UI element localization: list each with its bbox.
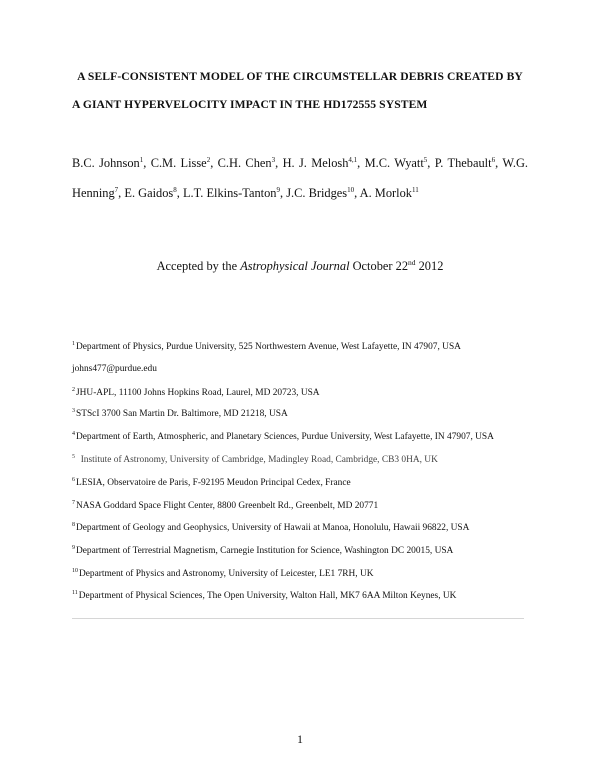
footnote-divider: [72, 618, 524, 619]
author-separator: ,: [275, 156, 283, 170]
affiliation-item: [72, 478, 351, 488]
affiliation-mark: 11: [72, 589, 78, 596]
author-affiliation-mark: 9: [276, 185, 280, 194]
affiliation-item: [72, 364, 157, 374]
affiliation-item: [72, 569, 374, 579]
affiliation-text: Department of Terrestrial Magnetism, Carnegie Institution for Science, Washington DC 20015, USA: [76, 546, 454, 556]
author-name: P. Thebault: [434, 156, 492, 170]
affiliation-text: Department of Physical Sciences, The Open University, Walton Hall, MK7 6AA Milton Keynes, UK: [78, 591, 457, 601]
acceptance-note: [0, 259, 600, 274]
affiliation-item: [72, 591, 456, 601]
author-name: J.C. Bridges: [286, 186, 348, 200]
affiliation-mark: 4: [72, 430, 75, 437]
affiliation-mark: 7: [72, 499, 75, 506]
author-affiliation-mark: 2: [206, 155, 211, 164]
affiliation-mark: 1: [72, 340, 75, 347]
author-name: C.H. Chen: [217, 156, 272, 170]
affiliation-text: Department of Geology and Geophysics, University of Hawaii at Manoa, Honolulu, Hawaii 96822, USA: [76, 523, 470, 533]
author-separator: ,: [280, 186, 287, 200]
author-name: E. Gaidos: [124, 186, 174, 200]
author-affiliation-mark: 4,1: [348, 155, 358, 164]
affiliation-item: [72, 388, 320, 398]
paper-title-line-2: A GIANT HYPERVELOCITY IMPACT IN THE HD172555 SYSTEM: [72, 98, 428, 111]
author-name: A. Morlok: [359, 186, 412, 200]
author-affiliation-mark: 3: [271, 155, 276, 164]
journal-name: Astrophysical Journal: [240, 259, 350, 273]
affiliation-text: LESIA, Observatoire de Paris, F-92195 Meudon Principal Cedex, France: [76, 478, 351, 488]
affiliation-item: [72, 501, 378, 511]
author-name: B.C. Johnson: [72, 156, 140, 170]
author-separator: ,: [143, 156, 151, 170]
author-affiliation-mark: 1: [139, 155, 144, 164]
author-name: W.G. Henning: [72, 156, 529, 200]
affiliation-mark: 10: [72, 567, 78, 574]
affiliation-mark: 6: [72, 476, 75, 483]
accepted-year: 2012: [415, 259, 444, 273]
author-separator: ,: [354, 186, 360, 200]
author-list: [72, 148, 528, 208]
affiliation-mark: 5: [72, 453, 75, 460]
affiliation-text: JHU-APL, 11100 Johns Hopkins Road, Laurel, MD 20723, USA: [76, 388, 320, 398]
author-separator: ,: [495, 156, 503, 170]
affiliation-item: [72, 523, 469, 533]
accepted-date: October 22: [349, 259, 409, 273]
author-separator: ,: [210, 156, 218, 170]
affiliation-mark: 8: [72, 521, 75, 528]
author-affiliation-mark: 6: [491, 155, 496, 164]
affiliation-mark: 2: [72, 386, 75, 393]
affiliation-item: [72, 455, 438, 465]
affiliation-text: STScI 3700 San Martin Dr. Baltimore, MD 21218, USA: [76, 409, 288, 419]
author-affiliation-mark: 8: [173, 185, 177, 194]
author-name: H. J. Melosh: [282, 156, 349, 170]
affiliation-item: [72, 409, 288, 419]
date-ordinal: nd: [408, 257, 416, 267]
author-name: L.T. Elkins-Tanton: [182, 186, 277, 200]
author-separator: ,: [357, 156, 365, 170]
affiliation-text: NASA Goddard Space Flight Center, 8800 Greenbelt Rd., Greenbelt, MD 20771: [76, 501, 379, 511]
affiliation-item: [72, 546, 453, 556]
affiliation-text: Department of Physics and Astronomy, University of Leicester, LE1 7RH, UK: [79, 569, 374, 579]
accepted-prefix: Accepted by the: [156, 259, 241, 273]
author-affiliation-mark: 10: [347, 185, 355, 194]
author-separator: ,: [118, 186, 125, 200]
affiliation-item: [72, 342, 461, 352]
affiliation-mark: 3: [72, 407, 75, 414]
author-affiliation-mark: 11: [411, 185, 419, 194]
author-affiliation-mark: 5: [423, 155, 428, 164]
affiliation-mark: 9: [72, 544, 75, 551]
affiliation-item: [72, 432, 494, 442]
page-number: 1: [297, 732, 303, 746]
author-name: M.C. Wyatt: [364, 156, 424, 170]
affiliation-text: Department of Earth, Atmospheric, and Planetary Sciences, Purdue University, West Lafayette, IN 47907, USA: [76, 432, 494, 442]
author-name: C.M. Lisse: [150, 156, 207, 170]
affiliation-text: johns477@purdue.edu: [72, 364, 157, 374]
affiliation-text: Institute of Astronomy, University of Cambridge, Madingley Road, Cambridge, CB3 0HA, UK: [80, 455, 438, 465]
author-separator: ,: [427, 156, 435, 170]
author-affiliation-mark: 7: [114, 185, 119, 194]
paper-title-line-1: A SELF-CONSISTENT MODEL OF THE CIRCUMSTELLAR DEBRIS CREATED BY: [77, 70, 523, 83]
author-separator: ,: [176, 186, 183, 200]
affiliation-text: Department of Physics, Purdue University, 525 Northwestern Avenue, West Lafayette, IN 47907, USA: [76, 342, 461, 352]
